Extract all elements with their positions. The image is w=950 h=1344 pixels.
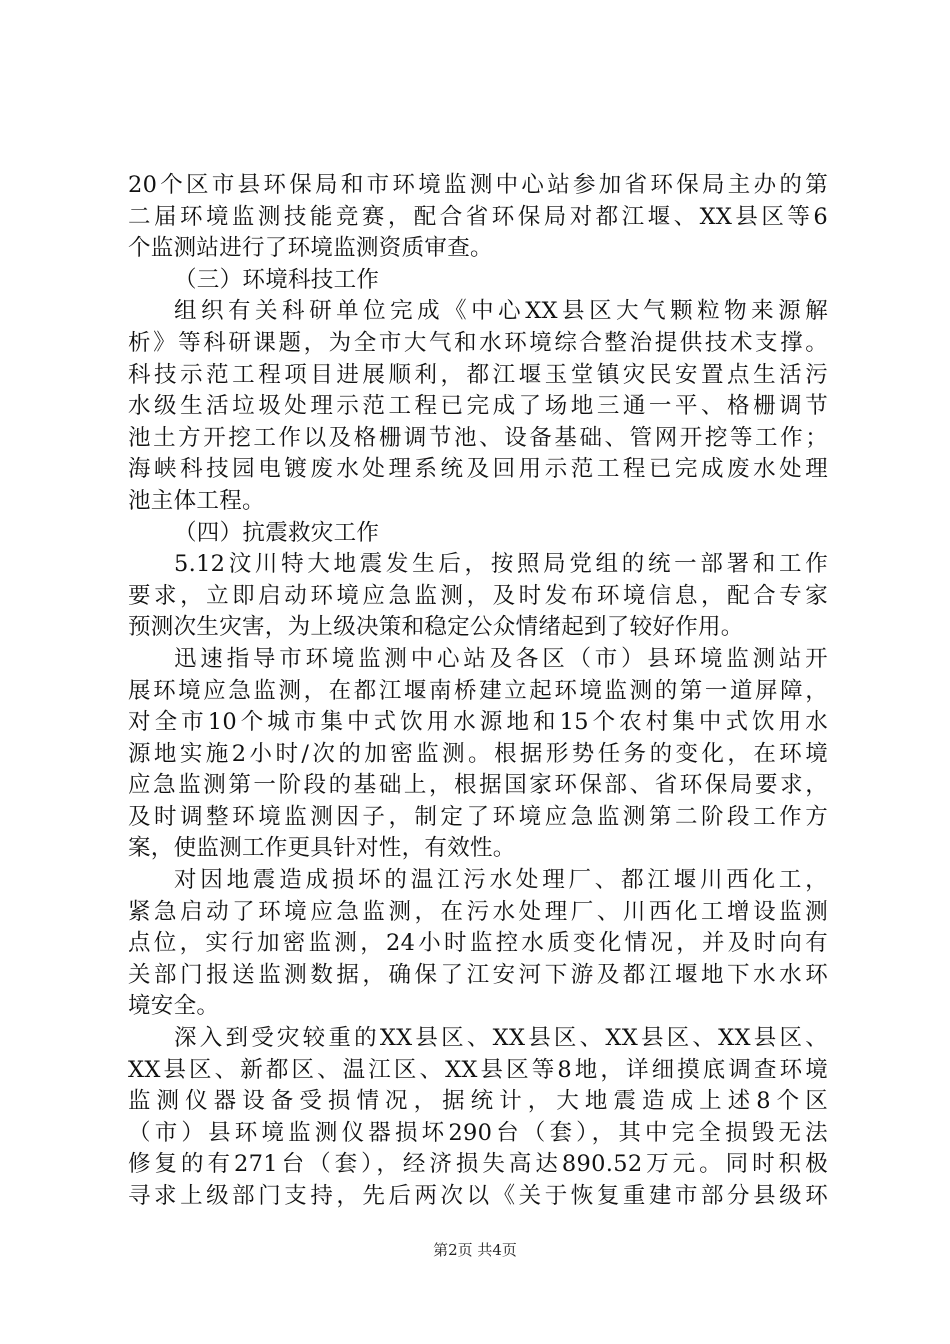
text-line: 展环境应急监测，在都江堰南桥建立起环境监测的第一道屏障， xyxy=(128,677,828,704)
text-line: 水级生活垃圾处理示范工程已完成了场地三通一平、格栅调节 xyxy=(128,393,828,420)
text-line: （市）县环境监测仪器损坏290台（套），其中完全损毁无法 xyxy=(128,1119,828,1146)
text-line: 寻求上级部门支持，先后两次以《关于恢复重建市部分县级环 xyxy=(128,1183,828,1209)
text-line: 迅速指导市环境监测中心站及各区（市）县环境监测站开 xyxy=(174,645,828,672)
text-line: 深入到受灾较重的XX县区、XX县区、XX县区、XX县区、 xyxy=(174,1025,828,1052)
text-line: 应急监测第一阶段的基础上，根据国家环保部、省环保局要求， xyxy=(128,772,828,799)
text-line: 要求，立即启动环境应急监测，及时发布环境信息，配合专家 xyxy=(128,582,828,609)
text-line: 池主体工程。 xyxy=(128,487,265,514)
text-line: 境安全。 xyxy=(128,993,220,1020)
text-line: 监测仪器设备受损情况，据统计，大地震造成上述8个区 xyxy=(128,1088,828,1115)
text-line: 关部门报送监测数据，确保了江安河下游及都江堰地下水水环 xyxy=(128,961,828,988)
text-line: 案，使监测工作更具针对性，有效性。 xyxy=(128,835,516,862)
text-line: 海峡科技园电镀废水处理系统及回用示范工程已完成废水处理 xyxy=(128,456,828,483)
text-line: 预测次生灾害，为上级决策和稳定公众情绪起到了较好作用。 xyxy=(128,614,744,641)
text-line: 对因地震造成损坏的温江污水处理厂、都江堰川西化工， xyxy=(174,867,828,894)
text-line: 对全市10个城市集中式饮用水源地和15个农村集中式饮用水 xyxy=(128,709,828,736)
text-line: 及时调整环境监测因子，制定了环境应急监测第二阶段工作方 xyxy=(128,803,828,830)
text-line: 20个区市县环保局和市环境监测中心站参加省环保局主办的第 xyxy=(128,172,828,198)
text-line: 紧急启动了环境应急监测，在污水处理厂、川西化工增设监测 xyxy=(128,898,828,925)
text-line: 5.12汶川特大地震发生后，按照局党组的统一部署和工作 xyxy=(174,551,828,578)
text-line: 科技示范工程项目进展顺利，都江堰玉堂镇灾民安置点生活污 xyxy=(128,361,828,388)
text-line: 二届环境监测技能竞赛，配合省环保局对都江堰、XX县区等6 xyxy=(128,203,828,230)
text-line: 点位，实行加密监测，24小时监控水质变化情况，并及时向有 xyxy=(128,930,828,957)
text-line: 修复的有271台（套），经济损失高达890.52万元。同时积极 xyxy=(128,1151,828,1178)
text-line: （三）环境科技工作 xyxy=(174,266,380,293)
text-line: 个监测站进行了环境监测资质审查。 xyxy=(128,235,493,262)
text-line: 析》等科研课题，为全市大气和水环境综合整治提供技术支撑。 xyxy=(128,329,828,356)
text-line: （四）抗震救灾工作 xyxy=(174,519,380,546)
text-line: XX县区、新都区、温江区、XX县区等8地，详细摸底调查环境 xyxy=(128,1056,828,1083)
document-body xyxy=(128,170,828,1213)
page-footer: 第2页 共4页 xyxy=(433,1241,517,1259)
text-line: 组织有关科研单位完成《中心XX县区大气颗粒物来源解 xyxy=(174,298,828,325)
text-line: 池土方开挖工作以及格栅调节池、设备基础、管网开挖等工作； xyxy=(128,424,828,451)
text-line: 源地实施2小时/次的加密监测。根据形势任务的变化，在环境 xyxy=(128,740,828,767)
